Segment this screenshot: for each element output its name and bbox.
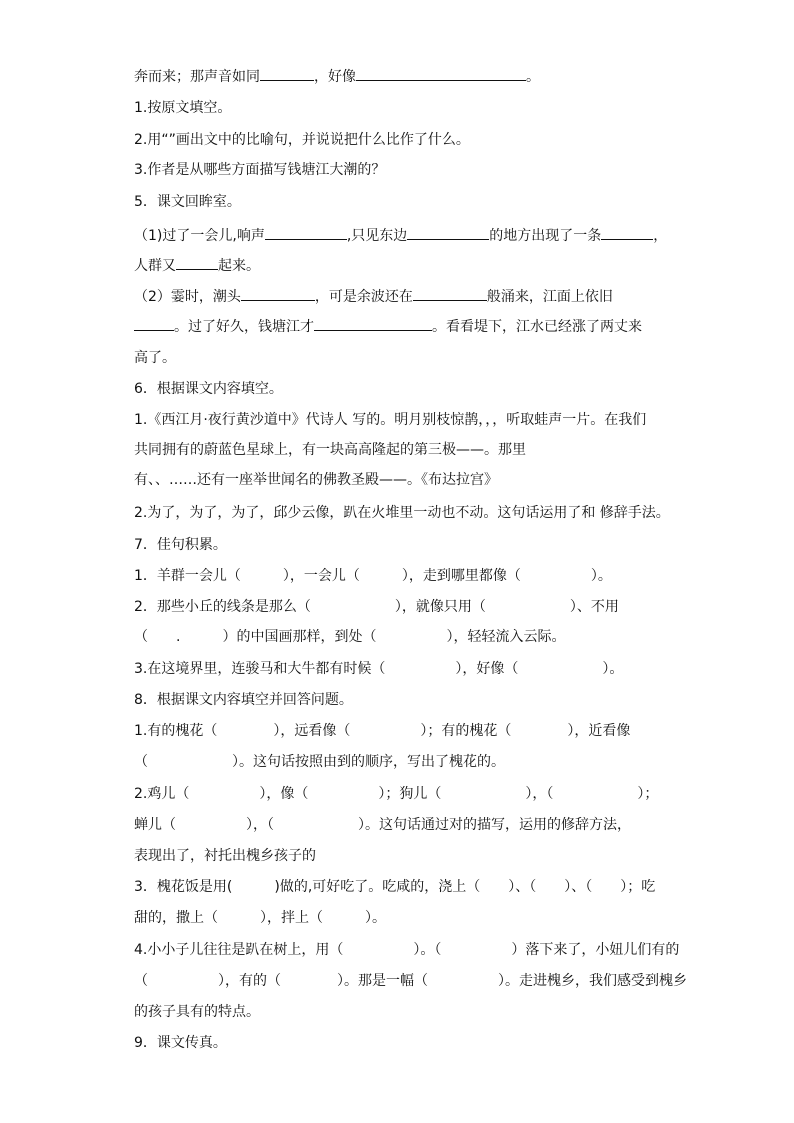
text-line-25: 蝉儿（ ），（ ）。这句话通过对的描写，运用的修辞方法， <box>134 817 631 833</box>
text-segment: 般涌来，江面上依旧 <box>486 289 613 305</box>
text-segment: ，可是余波还在 <box>314 289 413 305</box>
text-line-26: 表现出了，衬托出槐乡孩子的 <box>134 848 316 864</box>
blank-field[interactable] <box>601 225 653 240</box>
text-line-31: 的孩子具有的特点。 <box>134 1004 260 1020</box>
text-segment: 。看看堤下，江水已经涨了两丈来 <box>432 319 642 335</box>
text-segment: ,只见东边 <box>346 228 408 244</box>
text-line-2: 1.按原文填空。 <box>134 100 232 116</box>
text-line-27: 3．槐花饭是用( )做的,可好吃了。吃咸的，浇上（ ）、（ ）、（ ）；吃 <box>134 879 656 895</box>
text-segment: 人群又 <box>134 258 176 274</box>
blank-field[interactable] <box>314 316 432 331</box>
text-line-15: 2.为了，为了，为了，邱少云像，趴在火堆里一动也不动。这句话运用了和 修辞手法。 <box>134 505 670 521</box>
text-line-21: 8．根据课文内容填空并回答问题。 <box>134 692 353 708</box>
blank-field[interactable] <box>176 255 218 270</box>
text-line-5: 5．课文回眸室。 <box>134 194 241 210</box>
text-line-24: 2.鸡儿（ ），像（ ）；狗儿（ ），（ ）； <box>134 786 659 802</box>
text-line-20: 3.在这境界里，连骏马和大牛都有时候（ ），好像（ ）。 <box>134 661 624 677</box>
blank-field[interactable] <box>260 66 314 81</box>
blank-field[interactable] <box>413 286 487 301</box>
text-line-13: 共同拥有的蔚蓝色星球上，有一块高高隆起的第三极——。那里 <box>134 442 526 458</box>
text-line-8 <box>134 286 613 307</box>
text-segment: （2）霎时，潮头 <box>134 289 241 305</box>
text-line-16: 7．佳句积累。 <box>134 537 227 553</box>
text-line-11: 6．根据课文内容填空。 <box>134 381 283 397</box>
text-line-18: 2．那些小丘的线条是那么（ ），就像只用（ ）、不用 <box>134 599 619 615</box>
text-line-1 <box>134 66 540 87</box>
blank-field[interactable] <box>265 225 347 240</box>
blank-field[interactable] <box>241 286 315 301</box>
text-segment: ， <box>653 228 668 244</box>
text-line-4: 3.作者是从哪些方面描写钱塘江大潮的？ <box>134 162 386 178</box>
text-segment: ，好像 <box>314 69 356 85</box>
text-segment: 。过了好久，钱塘江才 <box>174 319 314 335</box>
text-line-10: 高了。 <box>134 350 176 366</box>
blank-field[interactable] <box>134 316 174 331</box>
text-line-30: （ ），有的（ ）。那是一幅（ ）。走进槐乡，我们感受到槐乡 <box>134 973 687 989</box>
text-line-3: 2.用“”画出文中的比喻句，并说说把什么比作了什么。 <box>134 132 470 148</box>
blank-field[interactable] <box>407 225 489 240</box>
text-segment: 起来。 <box>218 258 260 274</box>
text-line-29: 4.小小子儿往往是趴在树上，用（ ）。（ ）落下来了，小妞儿们有的 <box>134 942 680 958</box>
blank-field[interactable] <box>356 66 526 81</box>
text-segment: 的地方出现了一条 <box>489 228 602 244</box>
text-line-9 <box>134 316 642 337</box>
text-line-28: 甜的，撒上（ ），拌上（ ）。 <box>134 910 386 926</box>
text-line-32: 9．课文传真。 <box>134 1035 227 1051</box>
text-line-19: （ . ）的中国画那样，到处（ ），轻轻流入云际。 <box>134 629 566 645</box>
text-segment: （1)过了一会儿,响声 <box>134 228 265 244</box>
text-line-23: （ ）。这句话按照由到的顺序，写出了槐花的。 <box>134 754 505 770</box>
text-segment: 奔而来；那声音如同 <box>134 69 260 85</box>
text-line-7 <box>134 255 260 276</box>
text-line-14: 有、、……还有一座举世闻名的佛教圣殿——。《布达拉宫》 <box>134 472 498 488</box>
text-line-12: 1.《西江月·夜行黄沙道中》代诗人 写的。明月别枝惊鹊，，，听取蛙声一片。在我们 <box>134 412 647 428</box>
text-segment: 。 <box>526 69 540 85</box>
text-line-6 <box>134 225 667 246</box>
text-line-17: 1．羊群一会儿（ ），一会儿（ ），走到哪里都像（ ）。 <box>134 568 612 584</box>
text-line-22: 1.有的槐花（ ），远看像（ ）；有的槐花（ ），近看像 <box>134 723 631 739</box>
